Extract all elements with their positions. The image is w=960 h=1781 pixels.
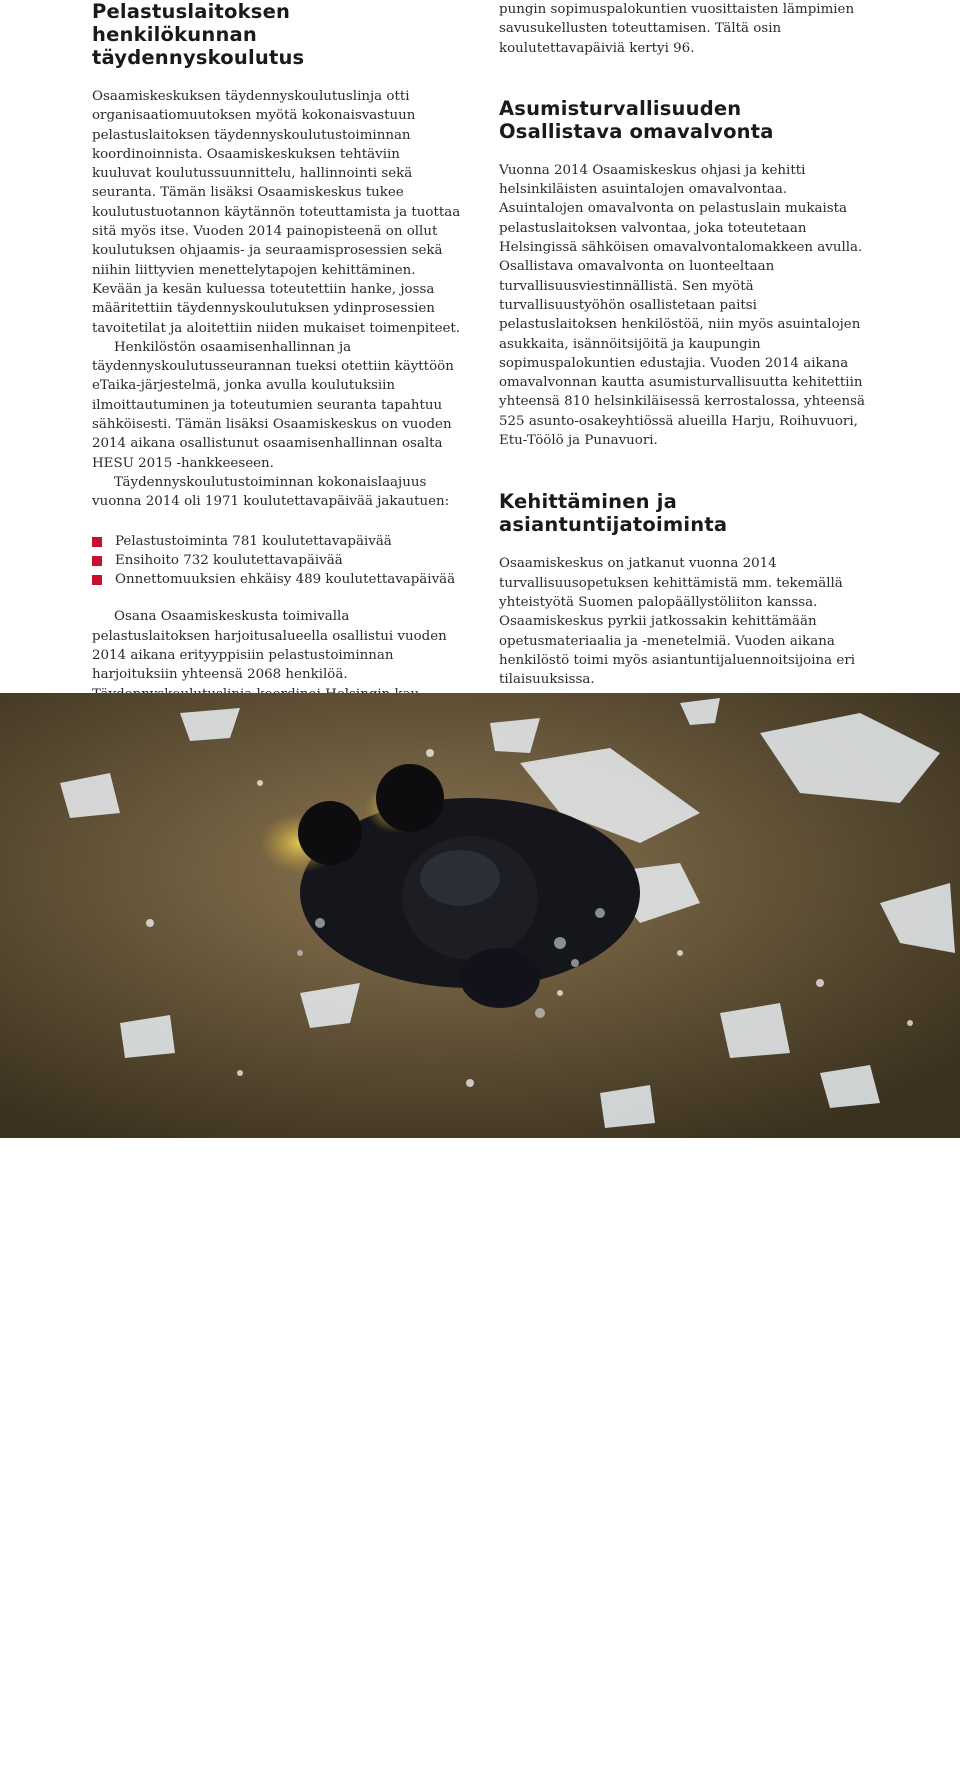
left-paragraph-4: Osana Osaamiskeskusta toimivalla pelastuslaitoksen harjoitusalueella osallistui vuoden 2014 aikana erityyppisiin pelastustoiminnan harjoituksiin yhteensä 2068 henkilöä. xyxy=(92,609,447,683)
page-number: 16 xyxy=(90,1762,113,1781)
list-item: Onnettomuuksien ehkäisy 489 koulutettavapäivää xyxy=(92,570,462,589)
right-paragraph-1: Vuonna 2014 Osaamiskeskus ohjasi ja kehitti helsinkiläisten asuintalojen omavalvontaa. Asuintalojen omavalvonta on pelastuslain mukaista pelastuslaitoksen valvontaa, joka toteutetaan Helsingissä sähköisen omavalvontalomakkeen avulla. Osallistava omavalvonta on luonteeltaan turvallisuusviestinnällistä. Sen myötä turvallisuustyöhön osallistetaan paitsi pelastuslaitoksen henkilöstöä, niin myös asuintalojen asukkaita, isännöitsijöitä ja kaupungin sopimuspalokuntien edustajia. Vuoden 2014 aikana omavalvonnan kautta asumisturvallisuutta kehitettiin yhteensä 810 helsinkiläisessä kerrostalossa, yhteensä 525 asunto-osakeyhtiössä alueilla Harju, Roihuvuori, Etu-Töölö ja Punavuori. xyxy=(499,162,865,449)
left-heading: Pelastuslaitoksen henkilökunnan täydennyskoulutus xyxy=(92,0,305,69)
square-bullet-icon xyxy=(92,575,102,585)
left-paragraph-1: Osaamiskeskuksen täydennyskoulutuslinja otti organisaatiomuutoksen myötä kokonaisvastuun pelastuslaitoksen täydennyskoulutustoiminnan koordinoinnista. Osaamiskeskuksen tehtäviin kuuluvat koulutussuunnittelu, hallinnointi sekä seuranta. Tämän lisäksi Osaamiskeskus tukee koulutustuotannon käytännön toteuttamista ja tuottaa sitä myös itse. Vuoden 2014 painopisteenä on ollut koulutuksen ohjaamis- ja seuraamisprosessien sekä niihin liittyvien menettelytapojen kehittäminen. Kevään ja kesän kuluessa toteutettiin hanke, jossa määritettiin täydennyskoulutuksen ydinprosessien tavoitetilat ja aloitettiin niiden mukaiset toimenpiteet. xyxy=(92,89,461,336)
list-item: Ensihoito 732 koulutettavapäivää xyxy=(92,551,462,570)
training-days-list xyxy=(92,532,462,590)
square-bullet-icon xyxy=(92,537,102,547)
right-column xyxy=(499,0,871,689)
right-heading-1: Asumisturvallisuuden Osallistava omavalvonta xyxy=(499,96,774,143)
left-paragraph-3: Täydennyskoulutustoiminnan kokonaislaajuus vuonna 2014 oli 1971 koulutettavapäivää jakautuen: xyxy=(92,474,450,510)
left-column xyxy=(92,0,462,704)
diver-illustration xyxy=(0,693,960,1138)
left-paragraph-2: Henkilöstön osaamisenhallinnan ja täydennyskoulutusseurannan tueksi otettiin käyttöön eTaika-järjestelmä, jonka avulla koulutuksiin ilmoittautuminen ja toteutumien seuranta tapahtuu sähköisesti. Tämän lisäksi Osaamiskeskus on vuoden 2014 aikana osallistunut osaamisenhallinnan osalta HESU 2015 -hankkeeseen. xyxy=(92,339,454,471)
right-heading-2: Kehittäminen ja asiantuntijatoiminta xyxy=(499,490,728,537)
right-paragraph-2: Osaamiskeskus on jatkanut vuonna 2014 turvallisuusopetuksen kehittämistä mm. tekemällä yhteistyötä Suomen palopäällystöliiton kanssa. Osaamiskeskus pyrkii jatkossakin kehittämään opetusmateriaalia ja -menetelmiä. Vuoden aikana henkilöstö toimi myös asiantuntijaluennoitsijoina eri tilaisuuksissa. xyxy=(499,556,856,688)
square-bullet-icon xyxy=(92,556,102,566)
right-paragraph-0: pungin sopimuspalokuntien vuosittaisten lämpimien savusukellusten toteuttamisen. Tältä osin koulutettavapäiviä kertyi 96. xyxy=(499,2,855,56)
diver-photo xyxy=(0,693,960,1781)
list-item: Pelastustoiminta 781 koulutettavapäivää xyxy=(92,532,462,551)
